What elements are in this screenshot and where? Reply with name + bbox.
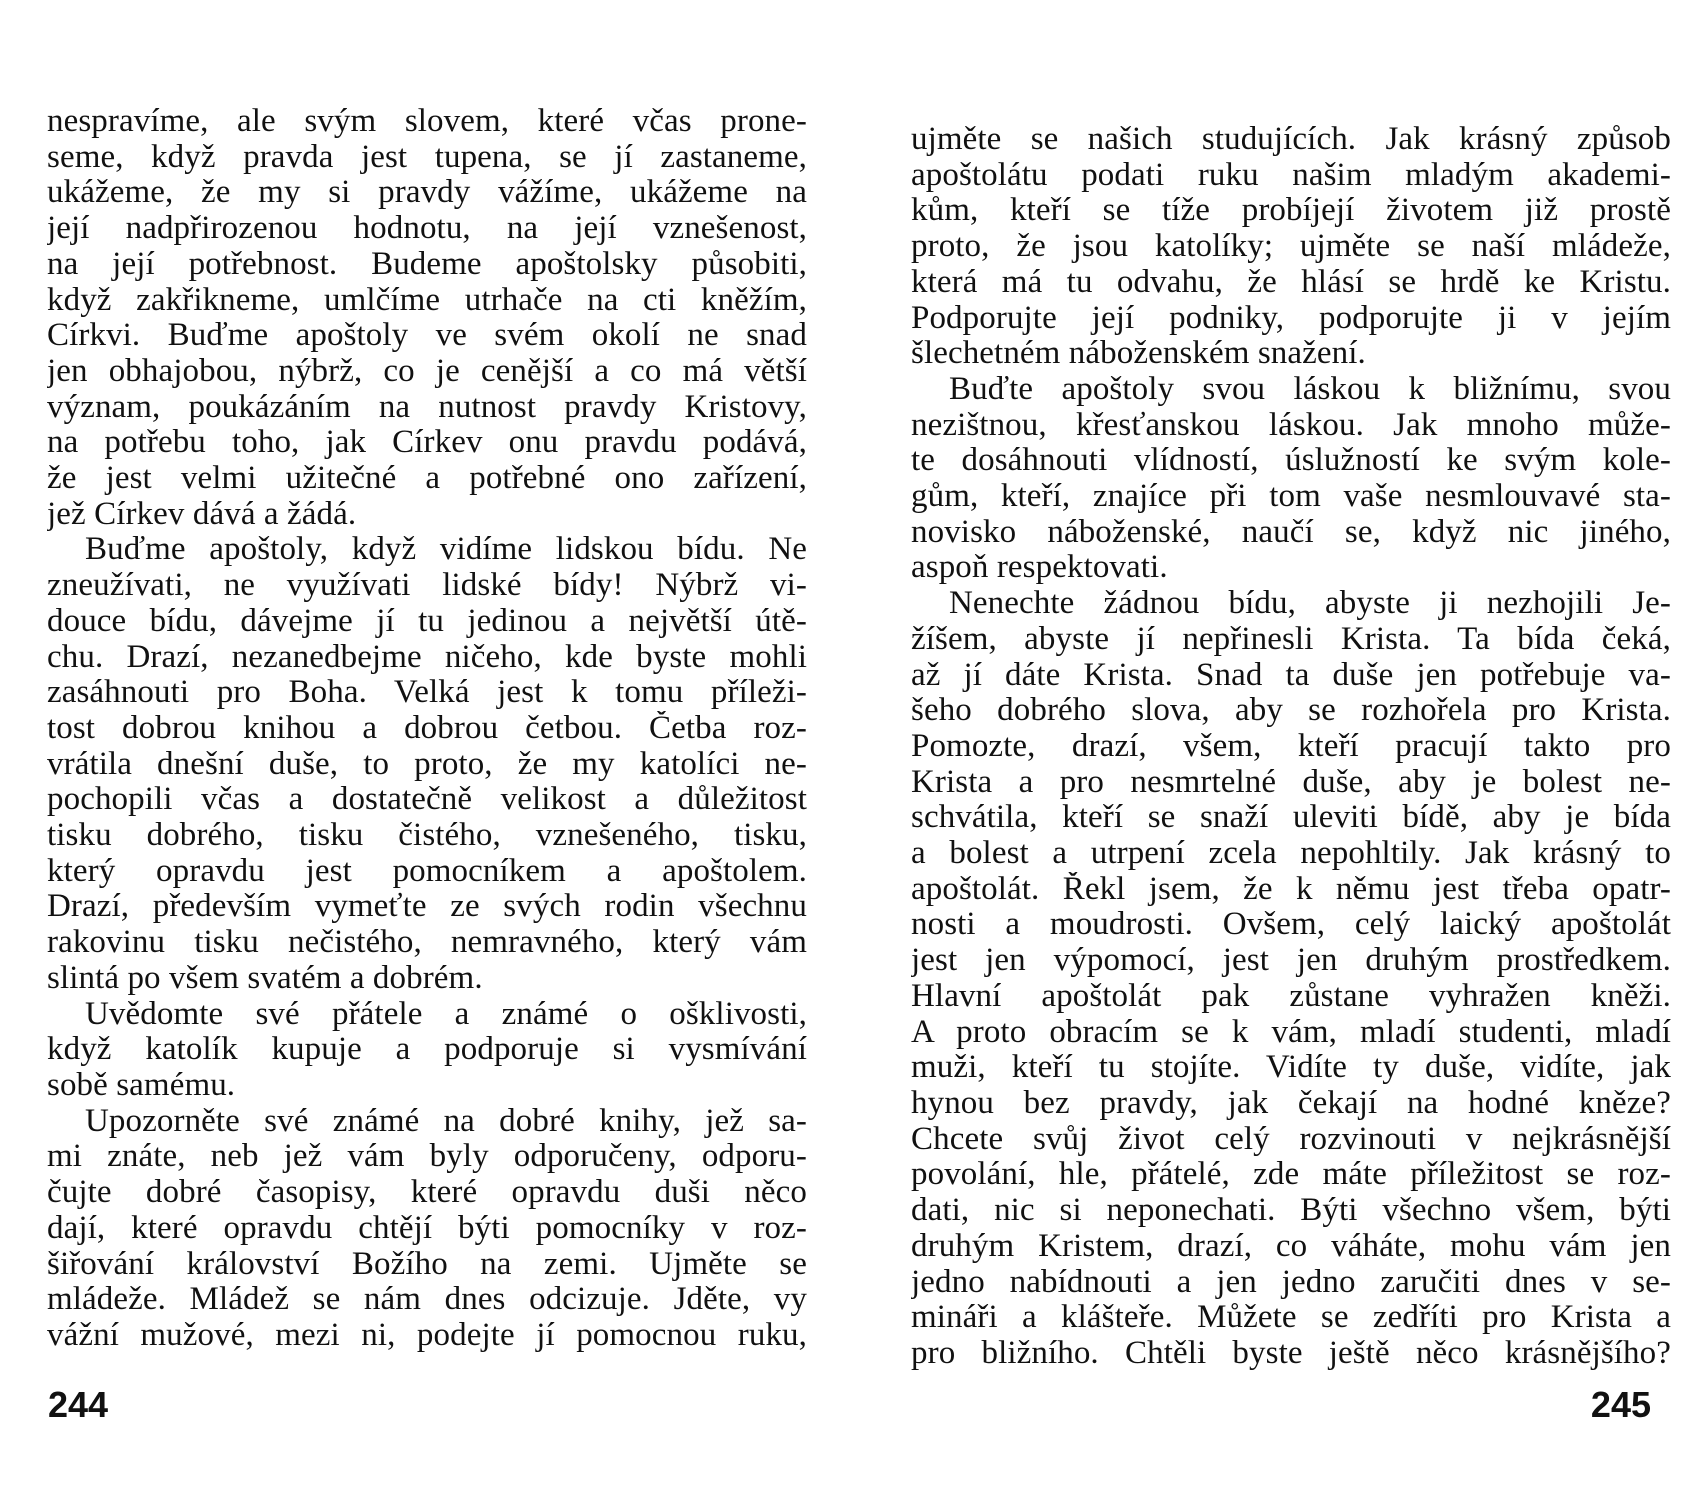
text-line: slintá po všem svatém a dobrém. xyxy=(47,960,483,996)
text-line: její nadpřirozenou hodnotu, na její vznešenost, xyxy=(47,211,807,247)
text-line: Chcete svůj život celý rozvinouti v nejkrásnější xyxy=(911,1121,1671,1157)
right-page-text xyxy=(911,122,1671,1372)
text-line: význam, poukázáním na nutnost pravdy Kristovy, xyxy=(47,389,807,425)
text-line: kům, kteří se tíže probíjejí životem již prostě xyxy=(911,193,1671,229)
text-line: jedno nabídnouti a jen jedno zaručiti dnes v se- xyxy=(911,1264,1671,1300)
text-line: Nenechte žádnou bídu, abyste ji nezhojili Je- xyxy=(949,586,1671,622)
text-line: který opravdu jest pomocníkem a apoštolem. xyxy=(47,853,807,889)
text-line: mi znáte, neb jež vám byly odporučeny, odporu- xyxy=(47,1139,807,1175)
text-line: apoštolátu podati ruku našim mladým akademi- xyxy=(911,157,1671,193)
text-line: apoštolát. Řekl jsem, že k němu jest třeba opatr- xyxy=(911,871,1671,907)
text-line: mináři a klášteře. Můžete se zedříti pro Krista a xyxy=(911,1300,1671,1336)
text-line: mládeže. Mládež se nám dnes odcizuje. Jděte, vy xyxy=(47,1282,807,1318)
text-line: jež Církev dává a žádá. xyxy=(47,496,357,532)
text-line: Krista a pro nesmrtelné duše, aby je bolest ne- xyxy=(911,764,1671,800)
text-line: šiřování království Božího na zemi. Ujměte se xyxy=(47,1246,807,1282)
text-line: že jest velmi užitečné a potřebné ono zařízení, xyxy=(47,461,807,497)
text-line: sobě samému. xyxy=(47,1067,236,1103)
text-line: hynou bez pravdy, jak čekají na hodné kněze? xyxy=(911,1085,1671,1121)
page-number: 244 xyxy=(48,1384,109,1425)
text-line: tisku dobrého, tisku čistého, vznešeného, tisku, xyxy=(47,818,807,854)
text-line: povolání, hle, přátelé, zde máte příležitost se roz- xyxy=(911,1157,1671,1193)
text-line: gům, kteří, znajíce při tom vaše nesmlouvavé sta- xyxy=(911,479,1671,515)
text-line: Uvědomte své přátele a známé o ošklivosti, xyxy=(85,996,807,1032)
text-line: proto, že jsou katolíky; ujměte se naší mládeže, xyxy=(911,229,1671,265)
text-line: žíšem, abyste jí nepřinesli Krista. Ta bída čeká, xyxy=(911,621,1671,657)
text-line: když katolík kupuje a podporuje si vysmívání xyxy=(47,1032,807,1068)
text-line: zasáhnouti pro Boha. Velká jest k tomu příleži- xyxy=(47,675,807,711)
text-line: zneužívati, ne využívati lidské bídy! Nýbrž vi- xyxy=(47,568,807,604)
text-line: když zakřikneme, umlčíme utrhače na cti kněžím, xyxy=(47,282,807,318)
text-line: A proto obracím se k vám, mladí studenti, mladí xyxy=(911,1014,1671,1050)
text-line: jen obhajobou, nýbrž, co je cenější a co má větší xyxy=(47,353,807,389)
text-line: nezištnou, křesťanskou láskou. Jak mnoho může- xyxy=(911,407,1671,443)
text-line: šeho dobrého slova, aby se rozhořela pro Krista. xyxy=(911,693,1671,729)
text-line: te dosáhnouti vlídností, úslužností ke svým kole- xyxy=(911,443,1671,479)
text-line: tost dobrou knihou a dobrou četbou. Četba roz- xyxy=(47,710,807,746)
text-line: Pomozte, drazí, všem, kteří pracují takto pro xyxy=(911,728,1671,764)
right-page xyxy=(851,0,1702,1500)
text-line: aspoň respektovati. xyxy=(911,550,1168,586)
text-line: druhým Kristem, drazí, co váháte, mohu vám jen xyxy=(911,1228,1671,1264)
text-line: Církvi. Buďme apoštoly ve svém okolí ne snad xyxy=(47,318,807,354)
text-line: Buďme apoštoly, když vidíme lidskou bídu. Ne xyxy=(85,532,807,568)
text-line: jest jen výpomocí, jest jen druhým prostředkem. xyxy=(911,943,1671,979)
text-line: Hlavní apoštolát pak zůstane vyhražen kněži. xyxy=(911,978,1671,1014)
text-line: čujte dobré časopisy, které opravdu duši něco xyxy=(47,1175,807,1211)
text-line: šlechetném náboženském snažení. xyxy=(911,336,1366,372)
page-number: 245 xyxy=(1590,1384,1651,1425)
text-line: která má tu odvahu, že hlásí se hrdě ke Kristu. xyxy=(911,264,1671,300)
text-line: na její potřebnost. Budeme apoštolsky působiti, xyxy=(47,246,807,282)
text-line: seme, když pravda jest tupena, se jí zastaneme, xyxy=(47,139,807,175)
text-line: na potřebu toho, jak Církev onu pravdu podává, xyxy=(47,425,807,461)
text-line: ukážeme, že my si pravdy vážíme, ukážeme na xyxy=(47,175,807,211)
text-line: vrátila dnešní duše, to proto, že my katolíci ne- xyxy=(47,746,807,782)
text-line: ujměte se našich studujících. Jak krásný způsob xyxy=(911,122,1671,157)
text-line: Podporujte její podniky, podporujte ji v jejím xyxy=(911,300,1671,336)
text-line: douce bídu, dávejme jí tu jedinou a největší útě- xyxy=(47,603,807,639)
text-line: pochopili včas a dostatečně velikost a důležitost xyxy=(47,782,807,818)
text-line: Buďte apoštoly svou láskou k bližnímu, svou xyxy=(949,371,1671,407)
left-page-text xyxy=(47,104,807,1354)
text-line: dati, nic si neponechati. Býti všechno všem, býti xyxy=(911,1193,1671,1229)
text-line: Drazí, především vymeťte ze svých rodin všechnu xyxy=(47,889,807,925)
text-line: a bolest a utrpení zcela nepohltily. Jak krásný to xyxy=(911,836,1671,872)
text-line: Upozorněte své známé na dobré knihy, jež sa- xyxy=(85,1103,807,1139)
text-line: chu. Drazí, nezanedbejme ničeho, kde byste mohli xyxy=(47,639,807,675)
text-line: rakovinu tisku nečistého, nemravného, který vám xyxy=(47,925,807,961)
text-line: až jí dáte Krista. Snad ta duše jen potřebuje va- xyxy=(911,657,1671,693)
text-line: vážní mužové, mezi ni, podejte jí pomocnou ruku, xyxy=(47,1317,807,1353)
text-line: novisko náboženské, naučí se, když nic jiného, xyxy=(911,514,1671,550)
text-line: muži, kteří tu stojíte. Vidíte ty duše, vidíte, jak xyxy=(911,1050,1671,1086)
text-line: nespravíme, ale svým slovem, které včas prone- xyxy=(47,104,807,139)
text-line: schvátila, kteří se snaží uleviti bídě, aby je bída xyxy=(911,800,1671,836)
text-line: nosti a moudrosti. Ovšem, celý laický apoštolát xyxy=(911,907,1671,943)
text-line: dají, které opravdu chtějí býti pomocníky v roz- xyxy=(47,1210,807,1246)
text-line: pro bližního. Chtěli byste ještě něco krásnějšího? xyxy=(911,1335,1671,1371)
